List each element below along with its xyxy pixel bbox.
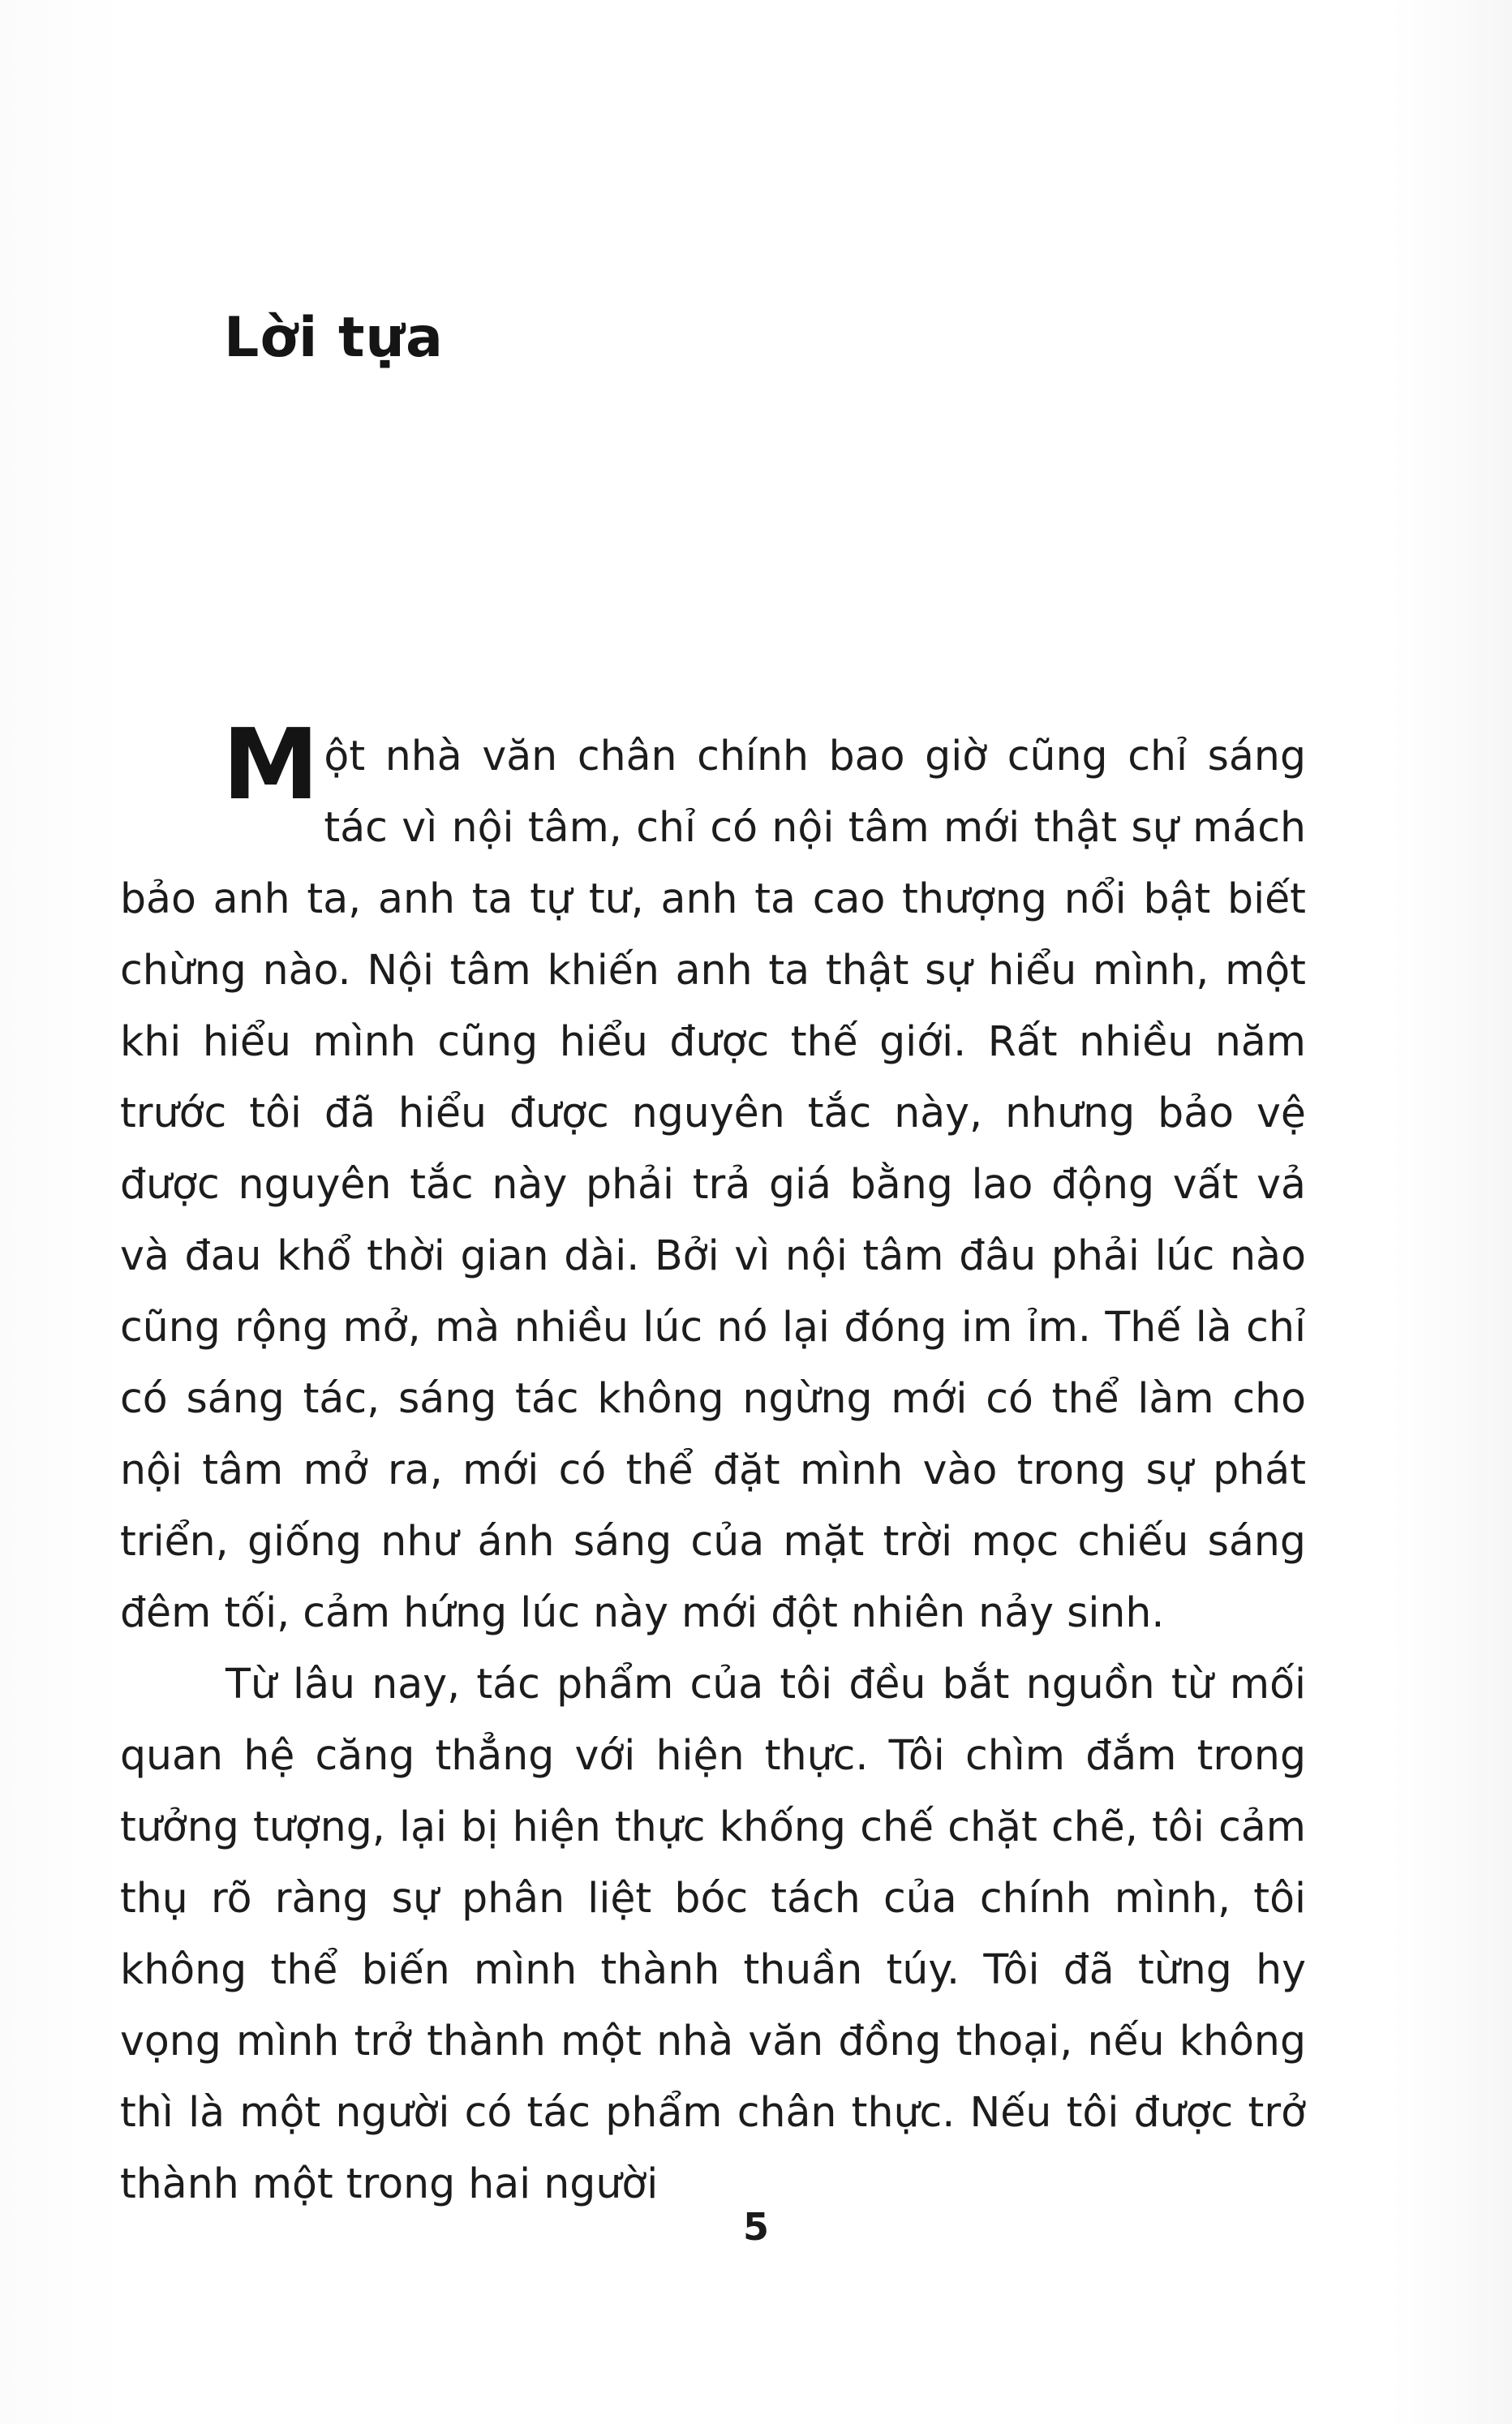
page-number: 5: [742, 2205, 769, 2249]
drop-cap: M: [222, 709, 320, 822]
body-text: [120, 709, 1306, 2220]
paragraph-1: [120, 709, 1306, 1648]
paragraph-1-text: ột nhà văn chân chính bao giờ cũng chỉ sáng tác vì nội tâm, chỉ có nội tâm mới thật sự mách bảo anh ta, anh ta tự tư, anh ta cao thượng nổi bật biết chừng nào. Nội tâm khiến anh ta thật sự hiểu mình, một khi hiểu mình cũng hiểu được thế giới. Rất nhiều năm trước tôi đã hiểu được nguyên tắc này, nhưng bảo vệ được nguyên tắc này phải trả giá bằng lao động vất vả và đau khổ thời gian dài. Bởi vì nội tâm đâu phải lúc nào cũng rộng mở, mà nhiều lúc nó lại đóng im ỉm. Thế là chỉ có sáng tác, sáng tác không ngừng mới có thể làm cho nội tâm mở ra, mới có thể đặt mình vào trong sự phát triển, giống như ánh sáng của mặt trời mọc chiếu sáng đêm tối, cảm hứng lúc này mới đột nhiên nảy sinh.: [120, 732, 1306, 1636]
chapter-title: Lời tựa: [224, 306, 444, 370]
paragraph-2: Từ lâu nay, tác phẩm của tôi đều bắt nguồn từ mối quan hệ căng thẳng với hiện thực. Tôi chìm đắm trong tưởng tượng, lại bị hiện thực khống chế chặt chẽ, tôi cảm thụ rõ ràng sự phân liệt bóc tách của chính mình, tôi không thể biến mình thành thuần túy. Tôi đã từng hy vọng mình trở thành một nhà văn đồng thoại, nếu không thì là một người có tác phẩm chân thực. Nếu tôi được trở thành một trong hai người: [120, 1660, 1306, 2207]
